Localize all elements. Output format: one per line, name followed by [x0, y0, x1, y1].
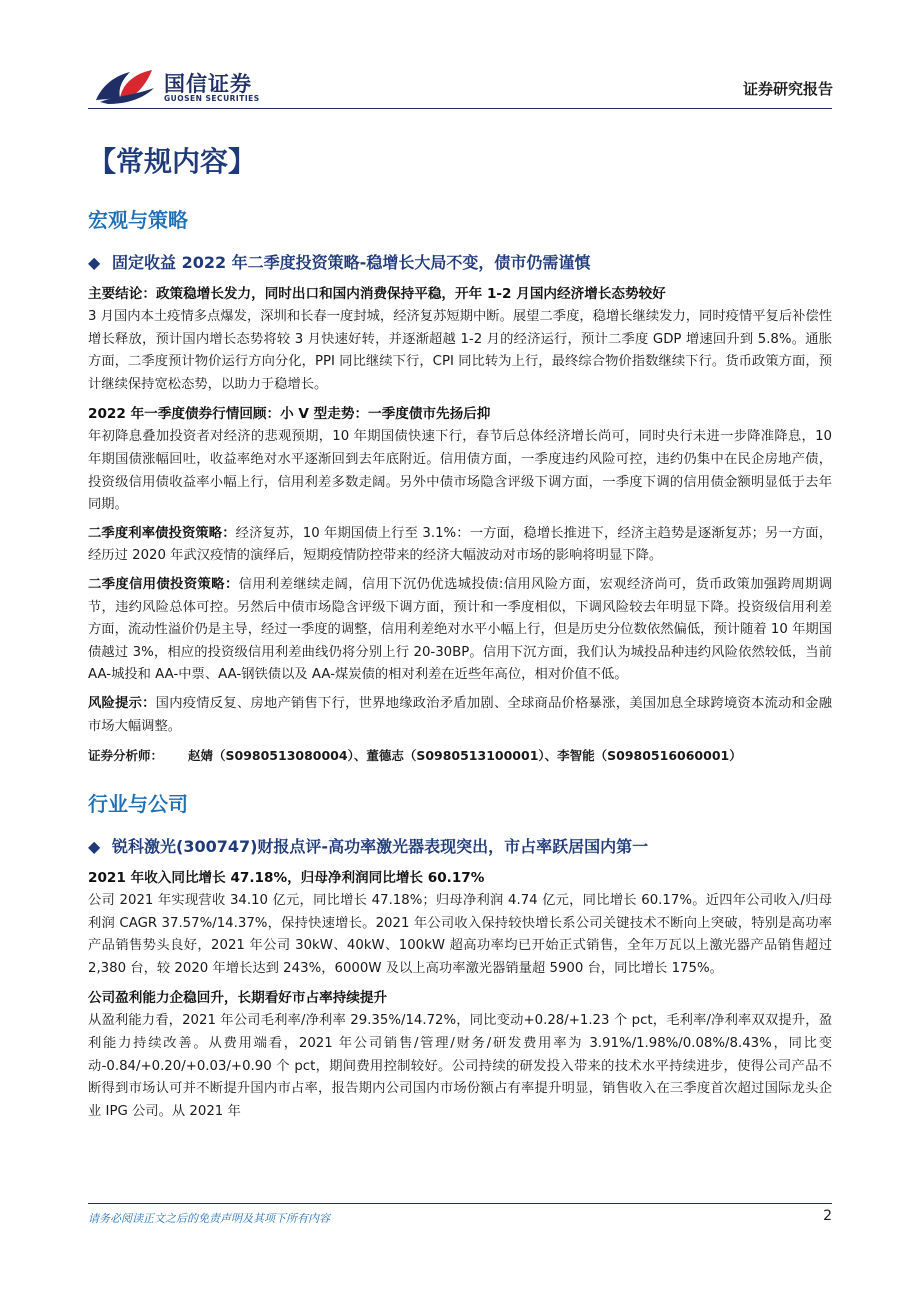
analysts-label: 证券分析师： [88, 748, 164, 764]
review-paragraph: 年初降息叠加投资者对经济的悲观预期，10 年期国债快速下行，春节后总体经济增长尚可，同时央行未进一步降准降息，10 年期国债涨幅回吐，收益率绝对水平逐渐回到去年底附近。信用债方面，一季度违约风险可控，违约仍集中在民企房地产债，投资级信用债收益率小幅上行，信用利差多数走阔。另外中债市场隐含评级下调方面，一季度下调的信用债金额明显低于去年同期。 [88, 429, 832, 513]
rate-strategy-label: 二季度利率债投资策略： [88, 525, 236, 541]
analysts-names: 赵婧（S0980513080004）、董德志（S0980513100001）、李智能（S0980516060001） [188, 748, 742, 764]
credit-strategy-text: 信用利差继续走阔，信用下沉仍优选城投债:信用风险方面，宏观经济尚可，货币政策加强跨周期调节，违约风险总体可控。另然后中债市场隐含评级下调方面，预计和一季度相似，下调风险较去年明显下降。投资级信用利差方面，流动性溢价仍是主导，经过一季度的调整，信用利差绝对水平小幅上行，但是历史分位数依然偏低，预计随着 10 年期国债越过 3%，相应的投资级信用利差曲线仍将分别上行 20-30BP。信用下沉方面，我们认为城投品种违约风险依然较低，当前 AA-城投和 AA-中票、AA-钢铁债以及 AA-煤炭债的相对利差在近些年高位，相对价值不低。 [88, 576, 833, 683]
rate-strategy-paragraph [88, 523, 832, 568]
revenue-heading: 2021 年收入同比增长 47.18%，归母净利润同比增长 60.17% [88, 870, 485, 887]
review-heading: 2022 年一季度债券行情回顾：小 V 型走势：一季度债市先扬后抑 [88, 406, 491, 423]
credit-strategy-label: 二季度信用债投资策略： [88, 576, 239, 592]
article-title-text: 固定收益 2022 年二季度投资策略-稳增长大局不变，债市仍需谨慎 [112, 253, 591, 272]
credit-strategy-paragraph [88, 574, 832, 687]
page-header [0, 0, 920, 112]
diamond-bullet-icon: ◆ [88, 837, 101, 857]
header-divider [88, 108, 832, 109]
risk-paragraph [88, 693, 832, 738]
conclusion-paragraph: 3 月国内本土疫情多点爆发，深圳和长春一度封城，经济复苏短期中断。展望二季度，稳增长继续发力，同时疫情平复后补偿性增长释放，预计国内增长态势将较 3 月快速好转，并逐渐超越 1-2 月的经济运行，预计二季度 GDP 增速回升到 5.8%。通胀方面，二季度预计物价运行方向分化，PPI 同比继续下行，CPI 同比转为上行，最终综合物价指数继续下行。货币政策方面，预计继续保持宽松态势，以助力于稳增长。 [88, 309, 833, 392]
guosen-logo-icon [92, 66, 158, 106]
diamond-bullet-icon: ◆ [88, 253, 101, 272]
risk-text: 国内疫情反复、房地产销售下行，世界地缘政治矛盾加剧、全球商品价格暴涨，美国加息全球跨境资本流动和金融市场大幅调整。 [88, 695, 833, 734]
page-title: 【常规内容】 [88, 145, 257, 178]
rate-strategy-text: 经济复苏，10 年期国债上行至 3.1%：一方面，稳增长推进下，经济主趋势是逐渐复苏；另一方面，经历过 2020 年武汉疫情的演绎后，短期疫情防控带来的经济大幅波动对市场的影响将明显下降。 [88, 525, 833, 564]
conclusion-heading: 主要结论：政策稳增长发力，同时出口和国内消费保持平稳，开年 1-2 月国内经济增长态势较好 [88, 286, 666, 302]
analysts-line [88, 744, 832, 768]
article-title-text: 锐科激光(300747)财报点评-高功率激光器表现突出，市占率跃居国内第一 [112, 837, 649, 857]
logo-text-en: GUOSEN SECURITIES [164, 94, 260, 103]
section-title-macro: 宏观与策略 [88, 208, 188, 232]
disclaimer-text: 请务必阅读正文之后的免责声明及其项下所有内容 [88, 1212, 330, 1225]
footer-divider [88, 1203, 832, 1204]
profit-paragraph: 从盈利能力看，2021 年公司毛利率/净利率 29.35%/14.72%，同比变动+0.28/+1.23 个 pct，毛利率/净利率双双提升，盈利能力持续改善。从费用端看，2021 年公司销售/管理/财务/研发费用率为 3.91%/1.98%/0.08%/8.43%，同比变动-0.84/+0.20/+0.03/+0.90 个 pct，期间费用控制较好。公司持续的研发投入带来的技术水平持续进步，使得公司产品不断得到市场认可并不断提升国内市占率，报告期内公司国内市场份额占有率提升明显，销售收入在三季度首次超过国际龙头企业 IPG 公司。从 2021 年 [88, 1013, 832, 1119]
profit-heading: 公司盈利能力企稳回升，长期看好市占率持续提升 [88, 990, 388, 1007]
industry-section [88, 790, 832, 1123]
section-title-industry: 行业与公司 [88, 792, 188, 817]
risk-label: 风险提示： [88, 695, 156, 711]
revenue-paragraph: 公司 2021 年实现营收 34.10 亿元，同比增长 47.18%；归母净利润 4.74 亿元，同比增长 60.17%。近四年公司收入/归母利润 CAGR 37.57%/14.37%，保持快速增长。2021 年公司收入保持较快增长系公司关键技术不断向上突破，特别是高功率产品销售势头良好，2021 年公司 30kW、40kW、100kW 超高功率均已开始正式销售，全年万瓦以上激光器产品销售超过 2,380 台，较 2020 年增长达到 243%，6000W 及以上高功率激光器销量超 5900 台，同比增长 175%。 [88, 893, 832, 976]
macro-section [88, 206, 832, 768]
main-content [88, 140, 832, 1129]
article-title-bond-strategy [88, 248, 832, 278]
report-type-label: 证券研究报告 [742, 80, 833, 98]
logo-text-cn: 国信证券 [164, 72, 252, 96]
article-title-raycus [88, 832, 832, 862]
page-number: 2 [823, 1208, 832, 1224]
